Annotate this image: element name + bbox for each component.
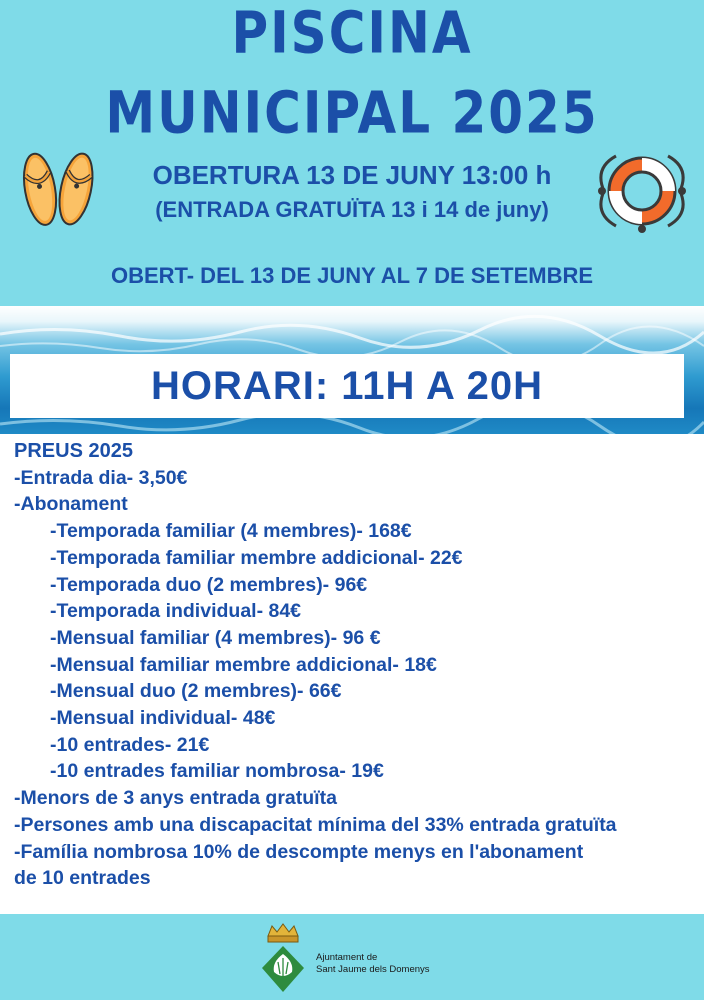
- price-item: -Mensual familiar (4 membres)- 96 €: [50, 626, 381, 649]
- price-item: -10 entrades- 21€: [50, 733, 210, 756]
- municipality-label: [316, 952, 430, 976]
- price-item: -Temporada familiar membre addicional- 22€: [50, 546, 463, 569]
- price-item: -Persones amb una discapacitat mínima del 33% entrada gratuïta: [14, 813, 617, 836]
- municipality-line-2: Sant Jaume dels Domenys: [316, 964, 430, 975]
- prices-section: [0, 434, 704, 914]
- header-section: [0, 0, 704, 305]
- price-item: -Família nombrosa 10% de descompte menys en l'abonament: [14, 840, 584, 863]
- price-item: -Temporada individual- 84€: [50, 600, 302, 623]
- price-item: -Mensual familiar membre addicional- 18€: [50, 653, 437, 676]
- price-item: -Mensual duo (2 membres)- 66€: [50, 680, 342, 703]
- price-item: -Menors de 3 anys entrada gratuïta: [14, 787, 337, 810]
- price-list: [14, 438, 617, 892]
- title-line-1: PISCINA: [231, 0, 473, 67]
- municipal-crest-icon: [260, 922, 306, 996]
- title-line-2: MUNICIPAL 2025: [105, 79, 599, 147]
- municipality-line-1: Ajuntament de: [316, 952, 378, 963]
- price-item: -Mensual individual- 48€: [50, 707, 276, 730]
- free-entry-info: (ENTRADA GRATUÏTA 13 i 14 de juny): [155, 197, 549, 222]
- footer-section: [0, 914, 704, 1000]
- prices-heading: PREUS 2025: [14, 440, 133, 462]
- schedule-hours: HORARI: 11H A 20H: [151, 363, 543, 408]
- opening-info: OBERTURA 13 DE JUNY 13:00 h: [152, 160, 552, 190]
- schedule-box: [10, 354, 684, 418]
- price-item: -Temporada duo (2 membres)- 96€: [50, 573, 368, 596]
- water-banner: [0, 306, 704, 434]
- price-item: -Abonament: [14, 493, 128, 516]
- price-item: -Temporada familiar (4 membres)- 168€: [50, 520, 412, 543]
- price-item: -Entrada dia- 3,50€: [14, 466, 188, 489]
- price-item: -10 entrades familiar nombrosa- 19€: [50, 760, 384, 783]
- open-period-info: OBERT- DEL 13 DE JUNY AL 7 DE SETEMBRE: [110, 263, 594, 288]
- price-item: de 10 entrades: [14, 867, 151, 890]
